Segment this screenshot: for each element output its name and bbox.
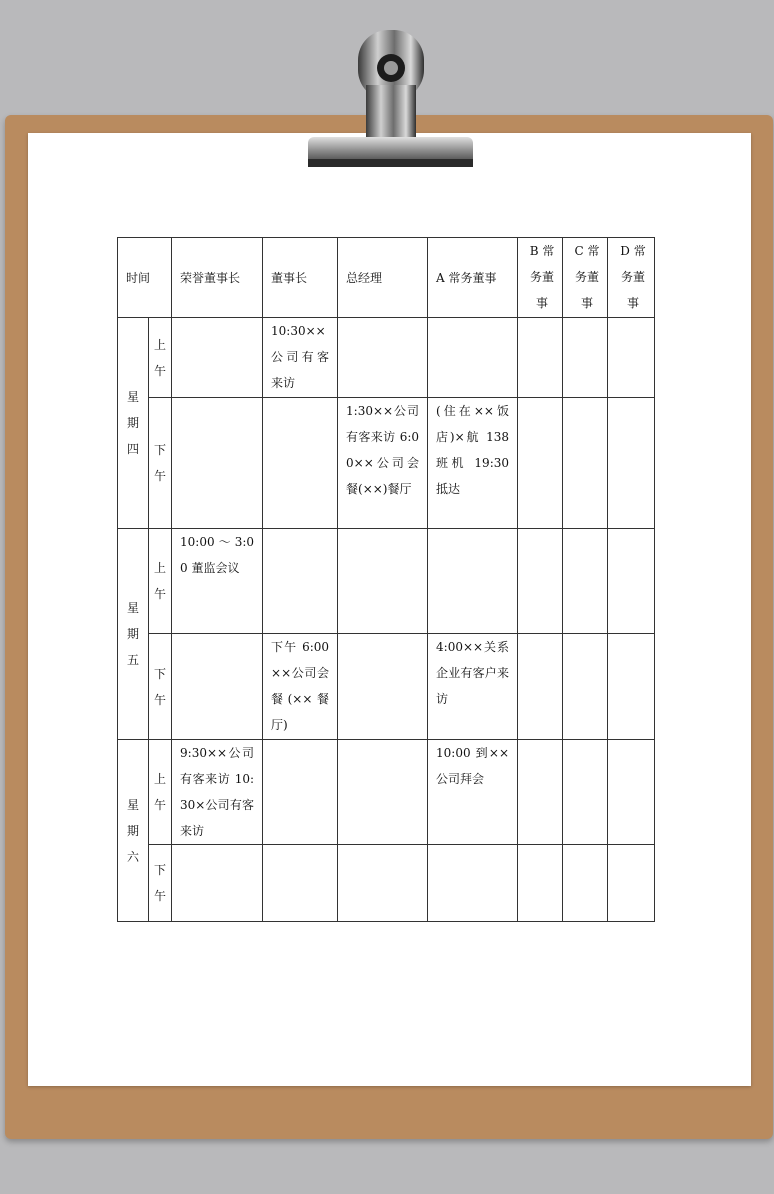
thu-pm-gm-cell: 1:30××公司有客来访 6:00××公司会餐(××)餐厅	[338, 398, 428, 529]
table-cell	[428, 318, 518, 398]
table-cell	[428, 845, 518, 922]
table-row	[118, 529, 655, 634]
day-saturday: 星期六	[118, 740, 149, 922]
fri-pm-chairman-cell: 下午 6:00 ××公司会餐(××餐厅)	[263, 634, 338, 740]
table-cell	[338, 318, 428, 398]
half-morning: 上午	[149, 318, 172, 398]
thu-pm-director-a-cell: (住在××饭店)×航 138 班机 19:30 抵达	[428, 398, 518, 529]
table-cell	[563, 318, 608, 398]
table-cell	[563, 845, 608, 922]
table-cell	[608, 634, 655, 740]
half-afternoon: 下午	[149, 634, 172, 740]
header-director-a: A 常务董事	[428, 238, 518, 318]
table-cell	[608, 529, 655, 634]
table-cell	[172, 398, 263, 529]
table-cell	[563, 398, 608, 529]
half-afternoon: 下午	[149, 398, 172, 529]
table-row	[118, 740, 655, 845]
binder-clip-icon	[300, 25, 480, 180]
schedule-table	[117, 237, 655, 922]
table-cell	[263, 398, 338, 529]
header-general-manager: 总经理	[338, 238, 428, 318]
table-cell	[608, 318, 655, 398]
header-director-d: D 常务董事	[608, 238, 655, 318]
header-time: 时间	[118, 238, 172, 318]
header-director-c: C 常务董事	[563, 238, 608, 318]
table-cell	[172, 845, 263, 922]
fri-am-honorary-cell: 10:00 ～ 3:00 董监会议	[172, 529, 263, 634]
table-cell	[518, 634, 563, 740]
fri-pm-director-a-cell: 4:00××关系企业有客户来访	[428, 634, 518, 740]
header-row	[118, 238, 655, 318]
table-cell	[563, 529, 608, 634]
table-cell	[263, 845, 338, 922]
sat-am-director-a-cell: 10:00 到××公司拜会	[428, 740, 518, 845]
half-morning: 上午	[149, 529, 172, 634]
table-row	[118, 845, 655, 922]
table-cell	[338, 845, 428, 922]
table-cell	[608, 740, 655, 845]
table-cell	[518, 398, 563, 529]
table-row	[118, 318, 655, 398]
header-chairman: 董事长	[263, 238, 338, 318]
table-cell	[518, 529, 563, 634]
sat-am-honorary-cell: 9:30××公司有客来访 10:30×公司有客来访	[172, 740, 263, 845]
table-cell	[263, 740, 338, 845]
table-cell	[338, 634, 428, 740]
table-cell	[428, 529, 518, 634]
header-honorary-chairman: 荣誉董事长	[172, 238, 263, 318]
table-cell	[172, 318, 263, 398]
half-afternoon: 下午	[149, 845, 172, 922]
table-cell	[608, 398, 655, 529]
table-cell	[263, 529, 338, 634]
table-cell	[608, 845, 655, 922]
table-row	[118, 398, 655, 529]
day-friday: 星期五	[118, 529, 149, 740]
table-cell	[338, 740, 428, 845]
table-cell	[338, 529, 428, 634]
table-cell	[518, 740, 563, 845]
header-director-b: B 常务董事	[518, 238, 563, 318]
half-morning: 上午	[149, 740, 172, 845]
day-thursday: 星期四	[118, 318, 149, 529]
table-row	[118, 634, 655, 740]
table-cell	[172, 634, 263, 740]
thu-am-chairman-cell: 10:30××公司有客来访	[263, 318, 338, 398]
table-cell	[563, 740, 608, 845]
table-cell	[563, 634, 608, 740]
table-cell	[518, 845, 563, 922]
table-cell	[518, 318, 563, 398]
